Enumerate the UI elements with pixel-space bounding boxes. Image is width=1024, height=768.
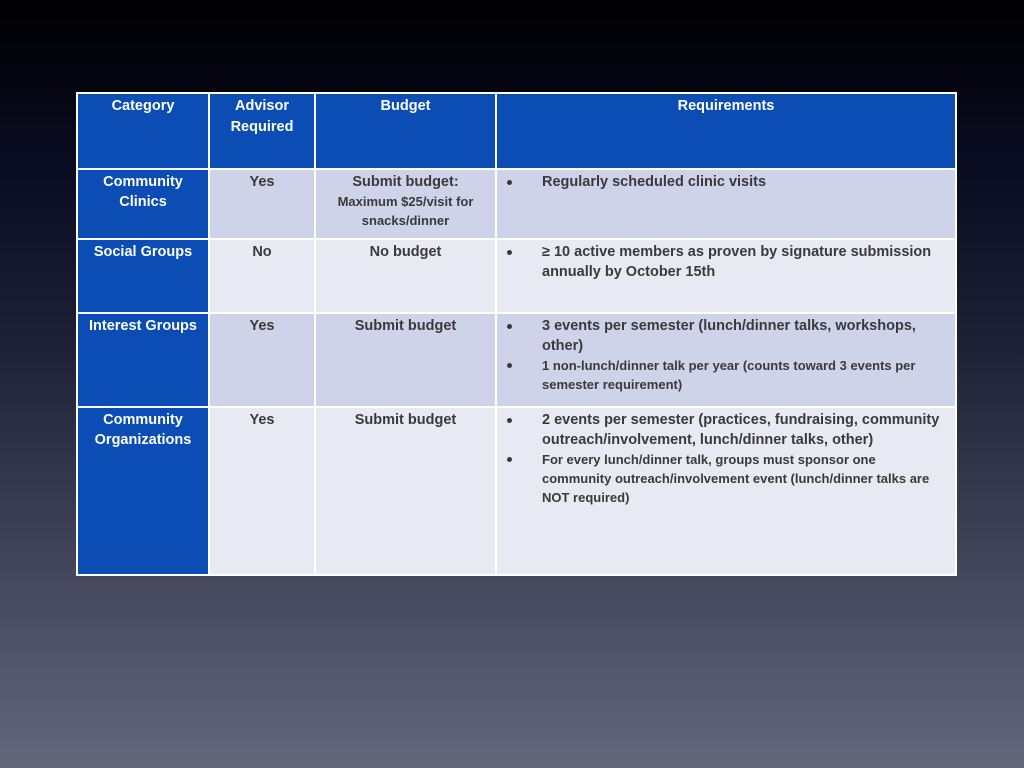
budget-text: Submit budget:: [352, 174, 459, 190]
row-budget: Submit budget: [315, 407, 496, 575]
requirement-item: Regularly scheduled clinic visits: [497, 172, 945, 192]
row-budget: No budget: [315, 239, 496, 313]
requirement-item: ≥ 10 active members as proven by signature submission annually by October 15th: [497, 242, 945, 282]
requirements-list: [497, 410, 955, 507]
requirements-list: [497, 316, 955, 394]
header-advisor-required: Advisor Required: [209, 93, 315, 169]
row-requirements: [496, 169, 956, 239]
requirements-table: [76, 92, 957, 576]
header-row: [77, 93, 956, 169]
requirements-list: [497, 172, 955, 192]
row-advisor: No: [209, 239, 315, 313]
table-row: [77, 239, 956, 313]
row-budget: [315, 169, 496, 239]
requirement-item: 3 events per semester (lunch/dinner talks, workshops, other): [497, 316, 945, 356]
budget-note: Maximum $25/visit for snacks/dinner: [337, 194, 474, 228]
row-budget: Submit budget: [315, 313, 496, 407]
requirements-list: [497, 242, 955, 282]
header-requirements: Requirements: [496, 93, 956, 169]
requirement-item: For every lunch/dinner talk, groups must sponsor one community outreach/involvement event (lunch/dinner talks are NOT required): [497, 450, 945, 507]
table-row: [77, 169, 956, 239]
requirement-item: 1 non-lunch/dinner talk per year (counts toward 3 events per semester requirement): [497, 356, 945, 394]
row-category: Community Organizations: [77, 407, 209, 575]
row-advisor: Yes: [209, 169, 315, 239]
row-category: Community Clinics: [77, 169, 209, 239]
row-category: Social Groups: [77, 239, 209, 313]
row-advisor: Yes: [209, 313, 315, 407]
row-requirements: [496, 239, 956, 313]
header-category: Category: [77, 93, 209, 169]
row-requirements: [496, 313, 956, 407]
row-requirements: [496, 407, 956, 575]
row-advisor: Yes: [209, 407, 315, 575]
row-category: Interest Groups: [77, 313, 209, 407]
requirement-item: 2 events per semester (practices, fundraising, community outreach/involvement, lunch/dinner talks, other): [497, 410, 945, 450]
header-budget: Budget: [315, 93, 496, 169]
table-row: [77, 407, 956, 575]
table-row: [77, 313, 956, 407]
